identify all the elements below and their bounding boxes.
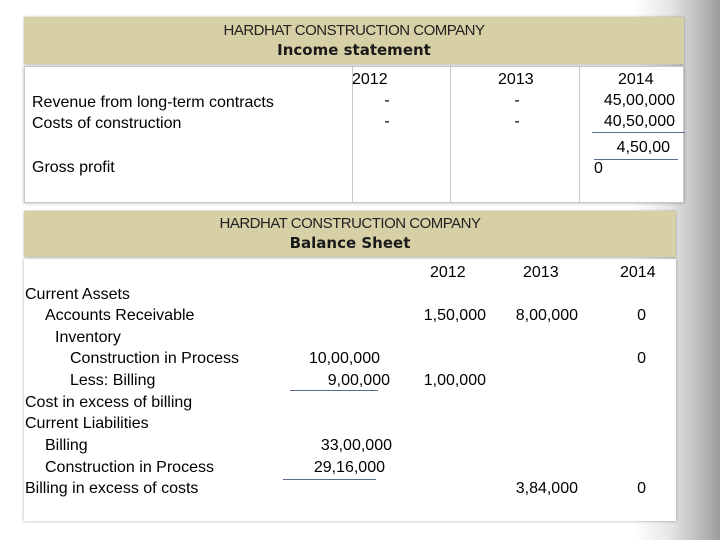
revenue-label: Revenue from long-term contracts bbox=[32, 94, 274, 111]
billing-excess-2013: 3,84,000 bbox=[515, 480, 578, 497]
income-year-2013: 2013 bbox=[498, 71, 534, 88]
gross-profit-underline bbox=[594, 159, 678, 160]
cost-in-excess-label: Cost in excess of billing bbox=[25, 394, 193, 411]
revenue-2013: - bbox=[514, 92, 520, 109]
income-company-name: HARDHAT CONSTRUCTION COMPANY bbox=[223, 22, 485, 39]
costs-2012: - bbox=[384, 113, 390, 130]
balance-year-2012: 2012 bbox=[430, 264, 466, 281]
inventory-label: Inventory bbox=[55, 329, 121, 346]
less-billing-underline bbox=[290, 390, 378, 391]
construction-in-process-label: Construction in Process bbox=[70, 350, 239, 367]
income-year-2012: 2012 bbox=[352, 71, 388, 88]
cip2-amount: 29,16,000 bbox=[313, 459, 385, 476]
ar-2014: 0 bbox=[637, 307, 646, 324]
balance-year-2013: 2013 bbox=[523, 264, 559, 281]
costs-2014: 40,50,000 bbox=[603, 113, 675, 130]
costs-label: Costs of construction bbox=[32, 115, 182, 132]
billing-excess-2014: 0 bbox=[637, 480, 646, 497]
costs-2013: - bbox=[514, 113, 520, 130]
current-assets-label: Current Assets bbox=[25, 286, 130, 303]
billing-in-excess-label: Billing in excess of costs bbox=[25, 480, 199, 497]
balance-sheet-title: Balance Sheet bbox=[289, 234, 411, 252]
gross-profit-label: Gross profit bbox=[32, 159, 115, 176]
less-billing-label: Less: Billing bbox=[70, 372, 156, 389]
income-label-cell bbox=[24, 66, 353, 203]
cip2-underline bbox=[283, 479, 376, 480]
billing-amount: 33,00,000 bbox=[320, 437, 392, 454]
revenue-2012: - bbox=[384, 92, 390, 109]
balance-year-2014: 2014 bbox=[620, 264, 656, 281]
current-liabilities-label: Current Liabilities bbox=[25, 415, 149, 432]
balance-sheet-header bbox=[24, 211, 676, 257]
income-year-2014: 2014 bbox=[618, 71, 654, 88]
income-statement-title: Income statement bbox=[277, 41, 431, 59]
gross-profit-2014-line2: 0 bbox=[594, 160, 603, 177]
construction-in-process-liability-label: Construction in Process bbox=[45, 459, 214, 476]
cost-excess-2012: 1,00,000 bbox=[423, 372, 486, 389]
accounts-receivable-label: Accounts Receivable bbox=[45, 307, 195, 324]
gross-profit-2014-line1: 4,50,00 bbox=[616, 139, 670, 156]
billing-label: Billing bbox=[45, 437, 88, 454]
income-statement-header bbox=[24, 17, 684, 64]
ar-2013: 8,00,000 bbox=[515, 307, 578, 324]
costs-underline bbox=[592, 132, 685, 133]
less-billing-amount: 9,00,000 bbox=[327, 372, 390, 389]
cip-amount: 10,00,000 bbox=[308, 350, 380, 367]
revenue-2014: 45,00,000 bbox=[603, 92, 675, 109]
ar-2012: 1,50,000 bbox=[423, 307, 486, 324]
cip-2014: 0 bbox=[637, 350, 646, 367]
balance-company-name: HARDHAT CONSTRUCTION COMPANY bbox=[219, 215, 481, 232]
